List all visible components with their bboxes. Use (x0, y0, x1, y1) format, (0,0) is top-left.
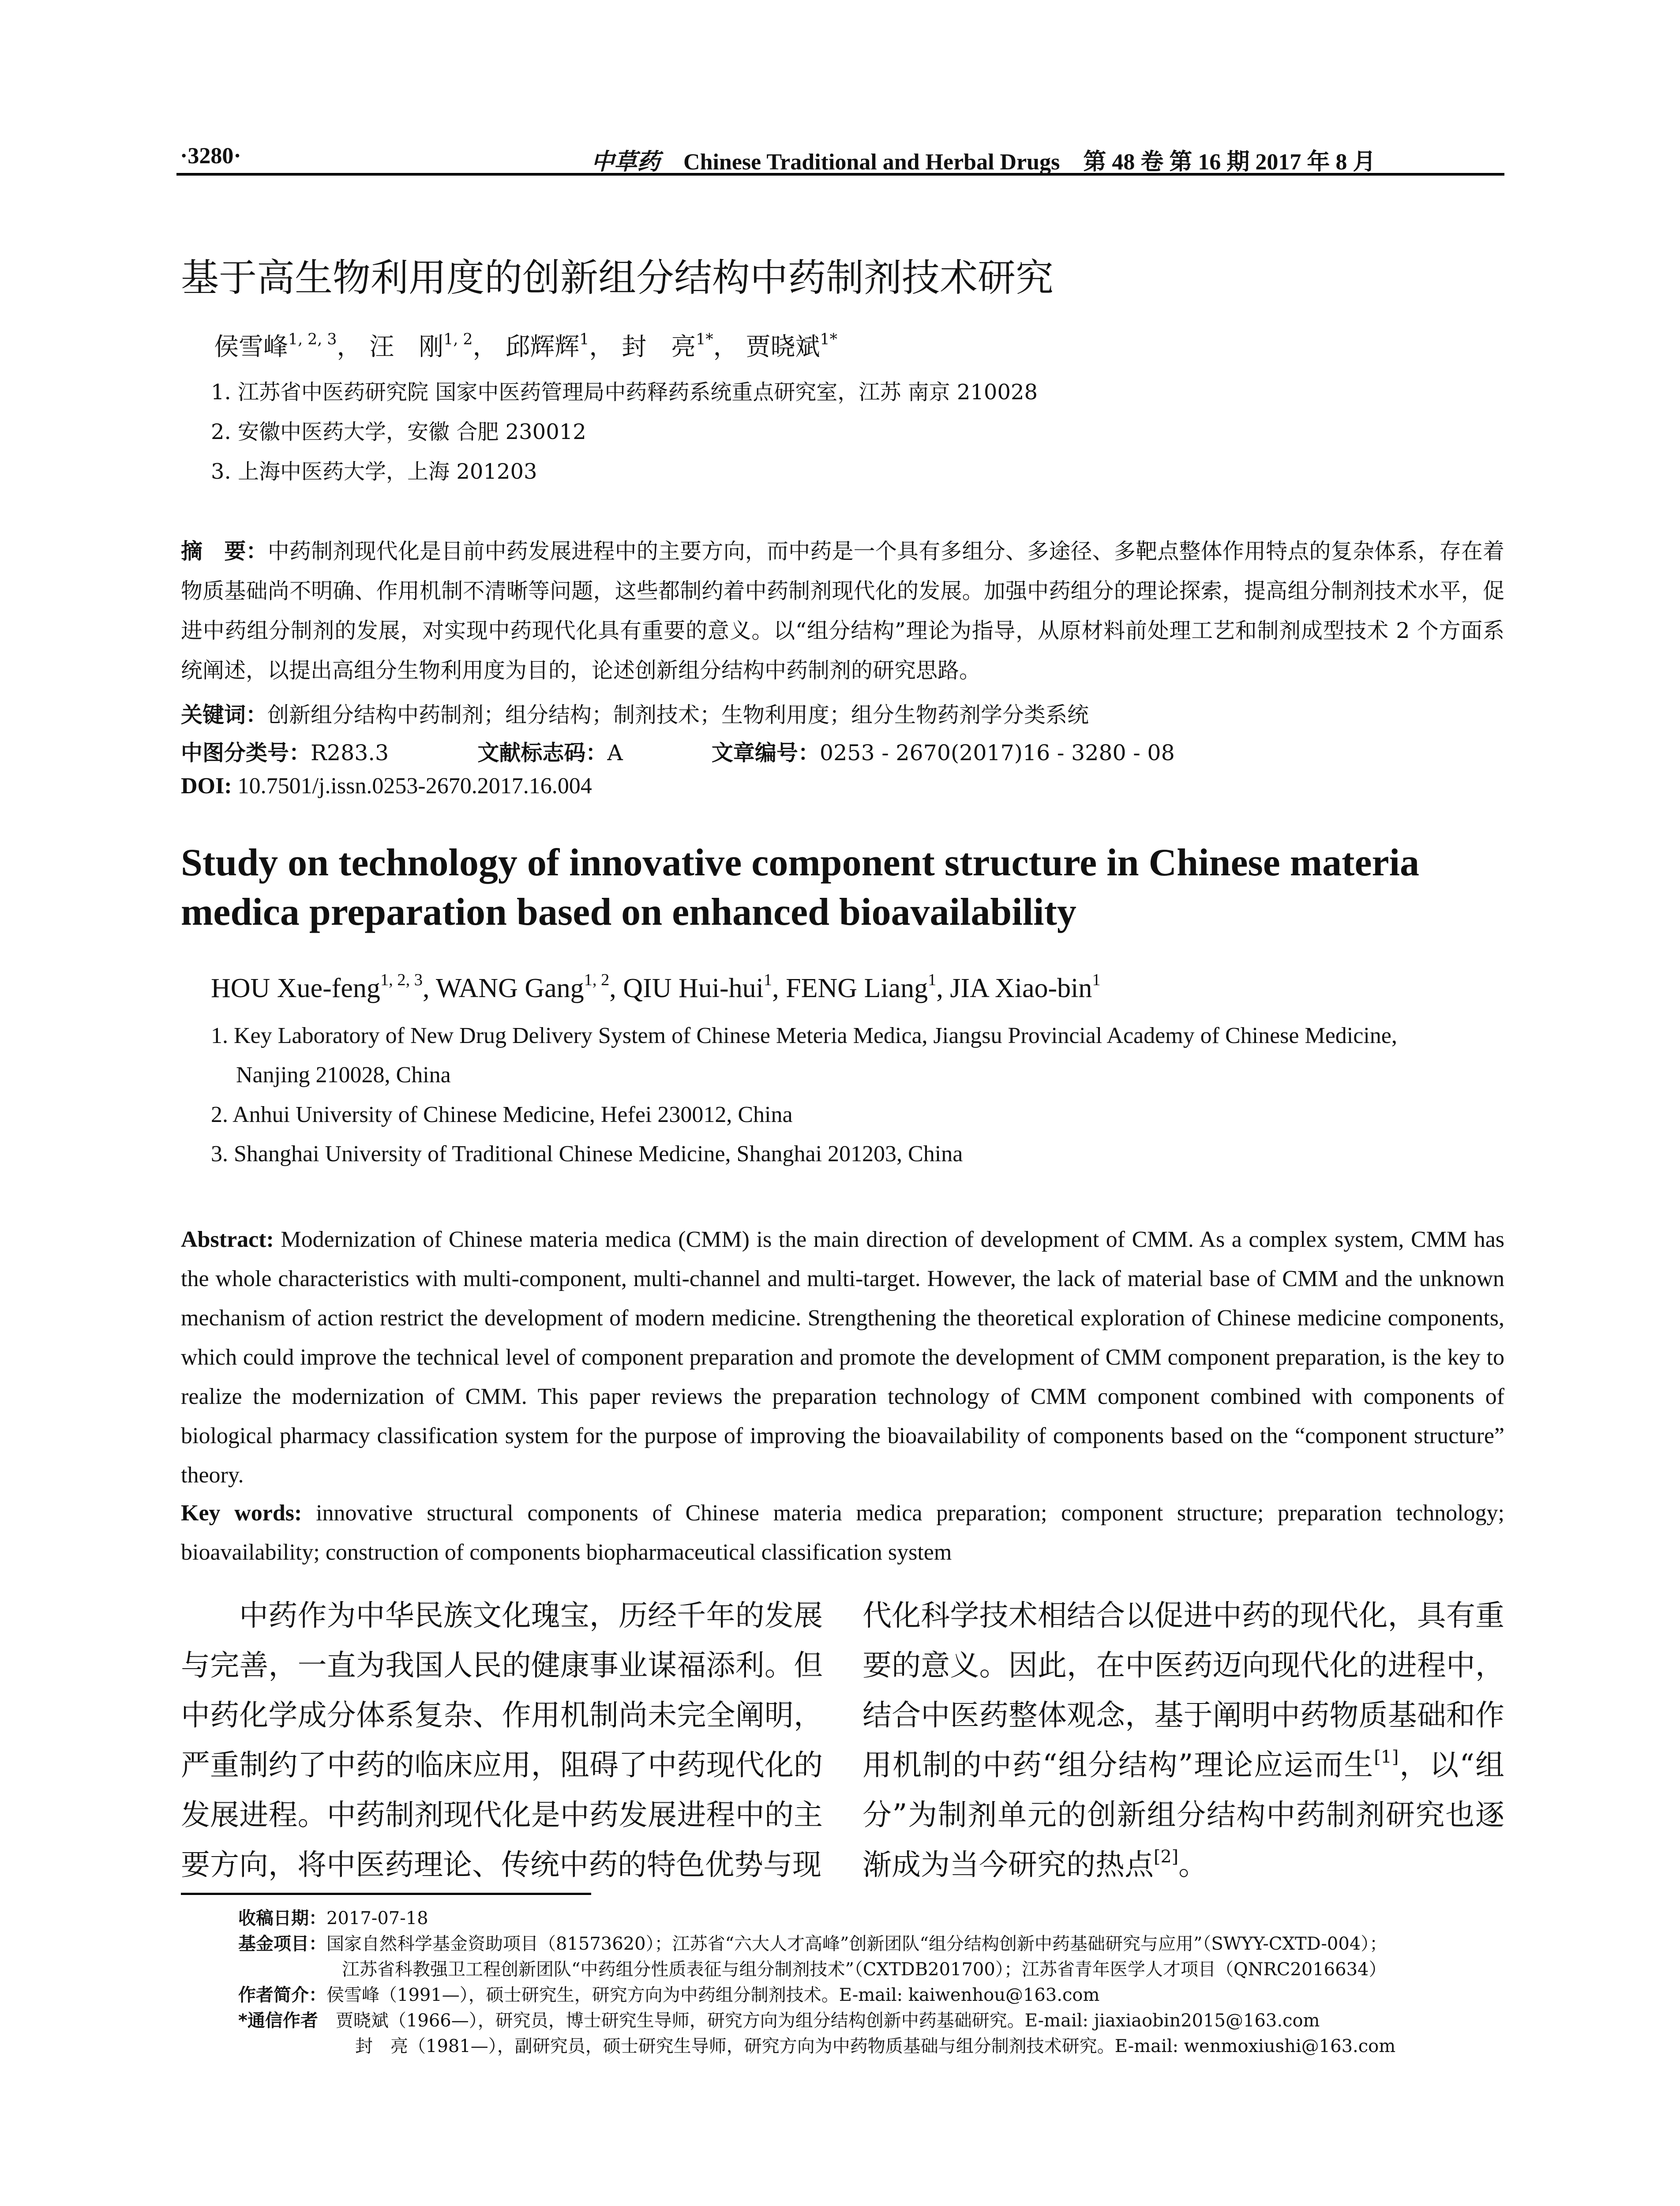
article-no-label: 文章编号： (711, 740, 820, 765)
received-label: 收稿日期： (238, 1908, 326, 1928)
author-affil-sup: 1, 2 (443, 330, 473, 349)
author-bio-text: 侯雪峰（1991—），硕士研究生，研究方向为中药组分制剂技术。E-mail: kaiwenhou@163.com (326, 1985, 1100, 2005)
author-en: QIU Hui-hui (623, 973, 764, 1003)
received-date: 2017-07-18 (326, 1908, 428, 1928)
author-affil-sup: 1, 2 (584, 971, 610, 990)
author-affil-sup: 1 (928, 971, 937, 990)
fund-label: 基金项目： (238, 1934, 326, 1954)
abstract-label-en: Abstract: (181, 1227, 274, 1252)
author-cn: 贾晓斌 (746, 333, 820, 361)
affiliation-en-1: 1. Key Laboratory of New Drug Delivery System of Chinese Meteria Medica, Jiangsu Provincial Academy of Chinese Medicine, (211, 1023, 1397, 1048)
author-cn: 封 亮 (622, 333, 696, 361)
citation-ref[interactable]: [2] (1154, 1846, 1179, 1867)
doi-value: 10.7501/j.issn.0253-2670.2017.16.004 (237, 773, 592, 799)
affiliation-en-3: 3. Shanghai University of Traditional Chinese Medicine, Shanghai 201203, China (211, 1141, 963, 1167)
body-text: ，以“组分”为制剂单元的创新组分结构中药制剂研究也逐渐成为当今研究的热点 (862, 1748, 1504, 1882)
author-affil-sup: 1, 2, 3 (288, 330, 337, 349)
footnote-author (238, 1983, 1099, 2007)
corresponding-author-2: 封 亮（1981—），副研究员，硕士研究生导师，研究方向为中药物质基础与组分制剂技术研究。E-mail: wenmoxiushi@163.com (355, 2036, 1396, 2056)
page-number: ·3280· (180, 143, 241, 169)
author-separator: , (772, 973, 786, 1003)
author-cn: 邱辉辉 (505, 333, 580, 361)
author-affil-sup: 1* (820, 330, 837, 349)
corresponding-label: *通信作者 (238, 2011, 318, 2031)
article-title-en: Study on technology of innovative component structure in Chinese materia medica preparation based on enhanced bioavailability (181, 841, 1420, 934)
affiliation-cn-1: 1. 江苏省中医药研究院 国家中医药管理局中药释药系统重点研究室，江苏 南京 210028 (211, 380, 1038, 405)
keywords-label-en: Key words: (181, 1501, 302, 1526)
affiliation-en-1-cont: Nanjing 210028, China (236, 1062, 451, 1088)
keywords-label-cn: 关键词： (181, 702, 268, 728)
keywords-en (181, 1493, 1504, 1572)
author-affil-sup: 1, 2, 3 (380, 971, 423, 990)
author-en: JIA Xiao-bin (950, 973, 1092, 1003)
author-affil-sup: 1 (1092, 971, 1101, 990)
corresponding-author-1: 贾晓斌（1966—），研究员，博士研究生导师，研究方向为组分结构创新中药基础研究。E-mail: jiaxiaobin2015@163.com (335, 2011, 1320, 2031)
body-text: 。 (1178, 1848, 1208, 1882)
body-column-right (862, 1591, 1504, 1890)
issue-info: 第 48 卷 第 16 期 2017 年 8 月 (1083, 150, 1376, 175)
author-cn: 侯雪峰 (214, 333, 288, 361)
abstract-text-en: Modernization of Chinese materia medica (CMM) is the main direction of development of CMM. As a complex system, CMM has the whole characteristics with multi-component, multi-channel and multi-target. However, the lack of material base of CMM and the unknown mechanism of action restrict the development of modern medicine. Strengthening the theoretical exploration of Chinese medicine components, which could improve the technical level of component preparation and promote the development of CMM component preparation, is the key to realize the modernization of CMM. This paper reviews the preparation technology of CMM component combined with components of biological pharmacy classification system for the purpose of improving the bioavailability of components based on the “component structure” theory. (181, 1227, 1505, 1488)
author-bio-label: 作者简介： (238, 1985, 326, 2005)
doc-code-label: 文献标志码： (477, 740, 608, 765)
abstract-en (181, 1220, 1504, 1495)
doi-label: DOI: (181, 773, 232, 799)
affiliation-en-2: 2. Anhui University of Chinese Medicine, Hefei 230012, China (211, 1102, 793, 1127)
classification-line (181, 736, 1175, 767)
author-separator: , (423, 973, 436, 1003)
journal-title-cn: 中草药 (591, 148, 660, 175)
footnote-received (238, 1906, 428, 1931)
footnote-divider (181, 1893, 591, 1895)
author-en: HOU Xue-feng (211, 973, 380, 1003)
author-list-en (211, 973, 1101, 1004)
citation-ref[interactable]: [1] (1374, 1747, 1399, 1767)
abstract-label-cn: 摘 要： (181, 539, 268, 564)
author-en: WANG Gang (435, 973, 584, 1003)
author-cn: 汪 刚 (369, 333, 444, 361)
footnote-fund (238, 1932, 1387, 1956)
author-affil-sup: 1* (696, 330, 713, 349)
keywords-text-en: innovative structural components of Chinese materia medica preparation; component structure; preparation technology; bioavailability; construction of components biopharmaceutical classification system (181, 1501, 1505, 1565)
article-title-cn: 基于高生物利用度的创新组分结构中药制剂技术研究 (181, 256, 1054, 300)
footnote-fund-cont: 江苏省科教强卫工程创新团队“中药组分性质表征与组分制剂技术”（CXTDB201700）；江苏省青年医学人才项目（QNRC2016634） (342, 1959, 1387, 1980)
author-en: FENG Liang (786, 973, 928, 1003)
footnote-corresponding (238, 2008, 1320, 2033)
author-list-cn: 侯雪峰$^{1, 2, 3}$， 汪 刚$^{1, 2}$， 邱辉辉$^1$， 封 亮$^{1*}$， 贾晓斌$^{1*}$ (214, 330, 837, 361)
author-affil-sup: 1 (579, 330, 589, 349)
journal-title-en: Chinese Traditional and Herbal Drugs (683, 150, 1060, 175)
doi-line (181, 773, 592, 799)
fund-text: 国家自然科学基金资助项目（81573620）；江苏省“六大人才高峰”创新团队“组分结构创新中药基础研究与应用”（SWYY-CXTD-004）； (326, 1934, 1388, 1954)
abstract-cn (181, 532, 1504, 690)
journal-title (591, 143, 1376, 176)
keywords-text-cn: 创新组分结构中药制剂；组分结构；制剂技术；生物利用度；组分生物药剂学分类系统 (267, 702, 1089, 728)
doc-code-value: A (607, 740, 623, 765)
clc-label: 中图分类号： (181, 740, 311, 765)
article-no-value: 0253 - 2670(2017)16 - 3280 - 08 (819, 740, 1175, 765)
author-affil-sup: 1 (763, 971, 772, 990)
author-separator: , (609, 973, 623, 1003)
body-text: 代化科学技术相结合以促进中药的现代化，具有重要的意义。因此，在中医药迈向现代化的进程中，结合中医药整体观念，基于阐明中药物质基础和作用机制的中药“组分结构”理论应运而生 (862, 1598, 1504, 1782)
affiliation-cn-3: 3. 上海中医药大学，上海 201203 (211, 459, 537, 484)
author-separator: , (936, 973, 950, 1003)
abstract-text-cn: 中药制剂现代化是目前中药发展进程中的主要方向，而中药是一个具有多组分、多途径、多靶点整体作用特点的复杂体系，存在着物质基础尚不明确、作用机制不清晰等问题，这些都制约着中药制剂现代化的发展。加强中药组分的理论探索，提高组分制剂技术水平，促进中药组分制剂的发展，对实现中药现代化具有重要的意义。以“组分结构”理论为指导，从原材料前处理工艺和制剂成型技术 2 个方面系统阐述，以提出高组分生物利用度为目的，论述创新组分结构中药制剂的研究思路。 (181, 539, 1504, 683)
running-header (176, 140, 1504, 176)
body-column-left: 中药作为中华民族文化瑰宝，历经千年的发展与完善，一直为我国人民的健康事业谋福添利。但中药化学成分体系复杂、作用机制尚未完全阐明，严重制约了中药的临床应用，阻碍了中药现代化的发展进程。中药制剂现代化是中药发展进程中的主要方向，将中医药理论、传统中药的特色优势与现 (181, 1598, 823, 1882)
clc-value: R283.3 (311, 740, 389, 765)
keywords-cn (181, 698, 1089, 729)
affiliation-cn-2: 2. 安徽中医药大学，安徽 合肥 230012 (211, 420, 586, 444)
